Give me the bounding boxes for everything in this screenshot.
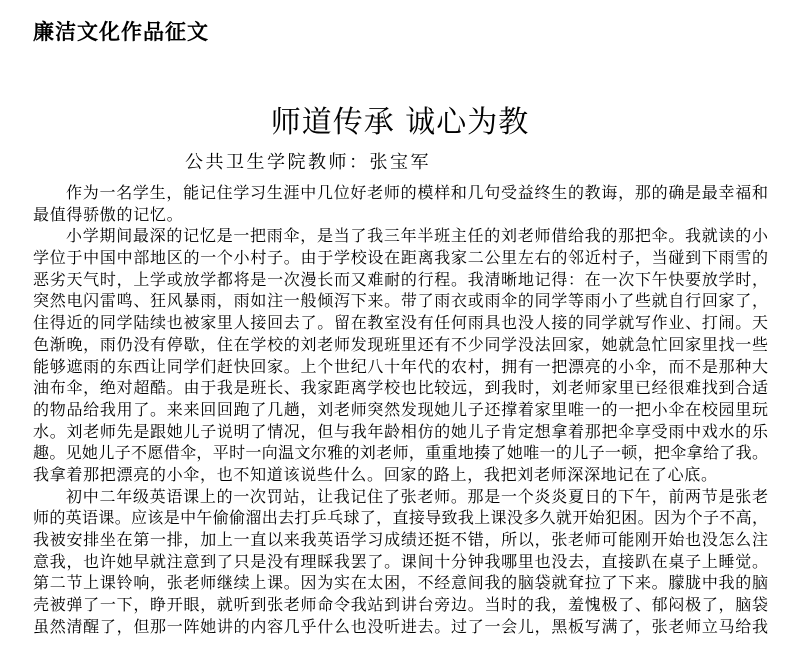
- text-line: 壳被弹了一下，睁开眼，就听到张老师命令我站到讲台旁边。当时的我，羞愧极了、郁闷极了，脑袋: [33, 595, 768, 615]
- text-line: 意我，也许她早就注意到了只是没有理睬我罢了。课间十分钟我哪里也没去，直接趴在桌子上睡觉。: [33, 551, 768, 571]
- text-line: 能够遮雨的东西让同学们赶快回家。上个世纪八十年代的农村，拥有一把漂亮的小伞，而不是那种大: [33, 356, 768, 376]
- paragraph: [33, 225, 768, 485]
- text-line: 最值得骄傲的记忆。: [33, 204, 184, 224]
- text-line: 趣。见她儿子不愿借伞，平时一向温文尔雅的刘老师，重重地揍了她唯一的儿子一顿，把伞拿给了我。: [33, 443, 768, 463]
- article-body: [33, 182, 768, 637]
- text-line: 小学期间最深的记忆是一把雨伞，是当了我三年半班主任的刘老师借给我的那把伞。我就读的小: [66, 226, 768, 246]
- text-line: 我被安排坐在第一排，加上一直以来我英语学习成绩还挺不错，所以，张老师可能刚开始也没怎么注: [33, 530, 768, 549]
- text-line: 初中二年级英语课上的一次罚站，让我记住了张老师。那是一个炎炎夏日的下午，前两节是张老: [66, 486, 768, 506]
- text-line: 第二节上课铃响，张老师继续上课。因为实在太困，不经意间我的脑袋就耷拉了下来。朦胧中我的脑: [33, 573, 768, 593]
- text-line: 我拿着那把漂亮的小伞，也不知道该说些什么。回家的路上，我把刘老师深深地记在了心底。: [33, 464, 718, 484]
- text-line: 的物品给我用了。来来回回跑了几趟，刘老师突然发现她儿子还撑着家里唯一的一把小伞在校园里玩: [33, 399, 768, 419]
- text-line: 水。刘老师先是跟她儿子说明了情况，但与我年龄相仿的她儿子肯定想拿着那把伞享受雨中戏水的乐: [33, 421, 768, 441]
- text-line: 油布伞，绝对超酷。由于我是班长、我家距离学校也比较远，到我时，刘老师家里已经很难找到合适: [33, 378, 768, 398]
- text-line: 恶劣天气时，上学或放学都将是一次漫长而又难耐的行程。我清晰地记得：在一次下午快要放学时，: [33, 269, 768, 289]
- paragraph: [33, 486, 768, 638]
- paragraph: [33, 182, 768, 225]
- text-line: 师的英语课。应该是中午偷偷溜出去打乒乓球了，直接导致我上课没多久就开始犯困。因为个子不高，: [33, 508, 768, 528]
- text-line: 学位于中国中部地区的一个小村子。由于学校设在距离我家二公里左右的邻近村子，当碰到下雨雪的: [33, 248, 768, 268]
- text-line: 色渐晚，雨仍没有停歇，住在学校的刘老师发现班里还有不少同学没法回家，她就急忙回家里找一些: [33, 334, 768, 354]
- text-line: 作为一名学生，能记住学习生涯中几位好老师的模样和几句受益终生的教诲，那的确是最幸福和: [66, 183, 768, 202]
- article-author: 公共卫生学院教师：张宝军: [185, 152, 431, 173]
- article-title: 师道传承 诚心为教: [270, 105, 530, 140]
- document-header: 廉洁文化作品征文: [33, 20, 209, 44]
- text-line: 虽然清醒了，但那一阵她讲的内容几乎什么也没听进去。过了一会儿，黑板写满了，张老师立马给我: [33, 616, 768, 636]
- text-line: 住得近的同学陆续也被家里人接回去了。留在教室没有任何雨具也没人接的同学就写作业、打闹。天: [33, 313, 768, 333]
- text-line: 突然电闪雷鸣、狂风暴雨，雨如注一般倾泻下来。带了雨衣或雨伞的同学等雨小了些就自行回家了，: [33, 291, 768, 311]
